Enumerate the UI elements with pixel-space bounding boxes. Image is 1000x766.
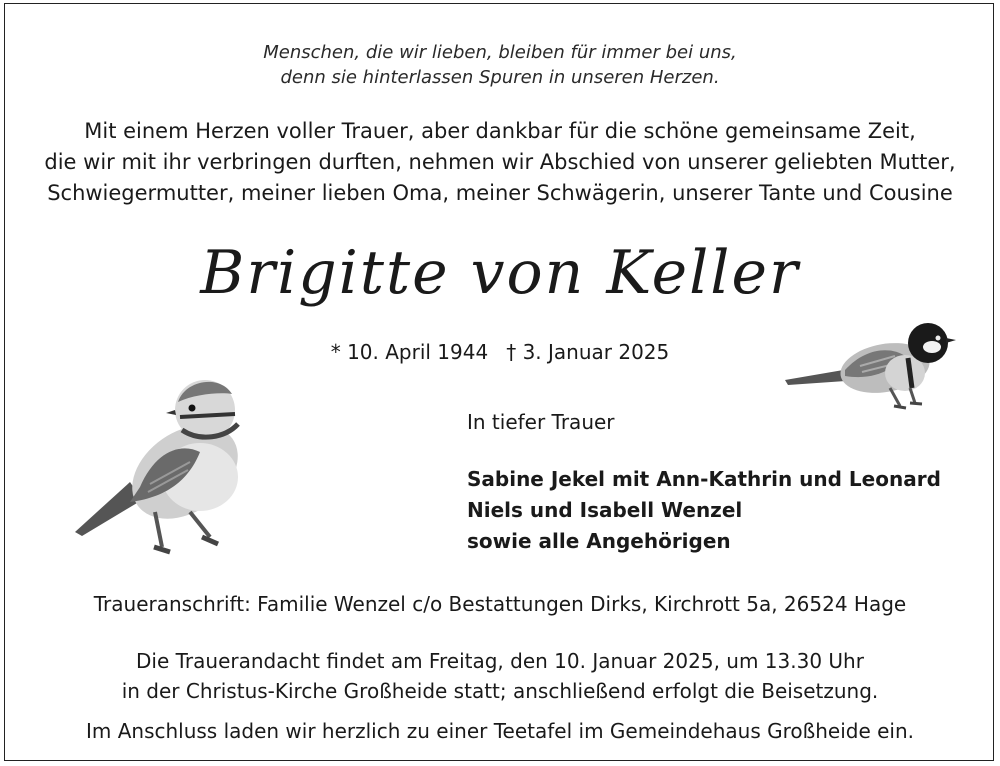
quote-line-2: denn sie hinterlassen Spuren in unseren Herzen.: [280, 67, 720, 88]
ceremony-line-1: Die Trauerandacht findet am Freitag, den 10. Januar 2025, um 13.30 Uhr: [136, 649, 864, 673]
intro-text: [0, 116, 1000, 209]
intro-line-3: Schwiegermutter, meiner lieben Oma, meiner Schwägerin, unserer Tante und Cousine: [47, 181, 953, 205]
mourning-heading: In tiefer Trauer: [467, 410, 615, 434]
mourner-line-3: sowie alle Angehörigen: [467, 529, 731, 553]
great-tit-bird-icon: [780, 318, 980, 438]
deceased-name: Brigitte von Keller: [200, 238, 800, 308]
mourner-line-2: Niels und Isabell Wenzel: [467, 498, 743, 522]
ceremony-line-2: in der Christus-Kirche Großheide statt; anschließend erfolgt die Beisetzung.: [121, 679, 879, 703]
intro-line-1: Mit einem Herzen voller Trauer, aber dankbar für die schöne gemeinsame Zeit,: [84, 119, 916, 143]
birth-date: * 10. April 1944: [330, 340, 489, 364]
blue-tit-bird-icon: [70, 372, 250, 567]
mourning-address: Traueranschrift: Familie Wenzel c/o Bestattungen Dirks, Kirchrott 5a, 26524 Hage: [93, 592, 907, 616]
mourners-list: [467, 464, 941, 557]
ceremony-info: [0, 646, 1000, 706]
intro-line-2: die wir mit ihr verbringen durften, nehmen wir Abschied von unserer geliebten Mutter,: [44, 150, 956, 174]
tea-invitation: Im Anschluss laden wir herzlich zu einer Teetafel im Gemeindehaus Großheide ein.: [85, 719, 915, 743]
mourner-line-1: Sabine Jekel mit Ann-Kathrin und Leonard: [467, 467, 941, 491]
quote-line-1: Menschen, die wir lieben, bleiben für immer bei uns,: [263, 42, 737, 63]
death-date: † 3. Januar 2025: [506, 340, 670, 364]
memorial-quote: [0, 40, 1000, 90]
